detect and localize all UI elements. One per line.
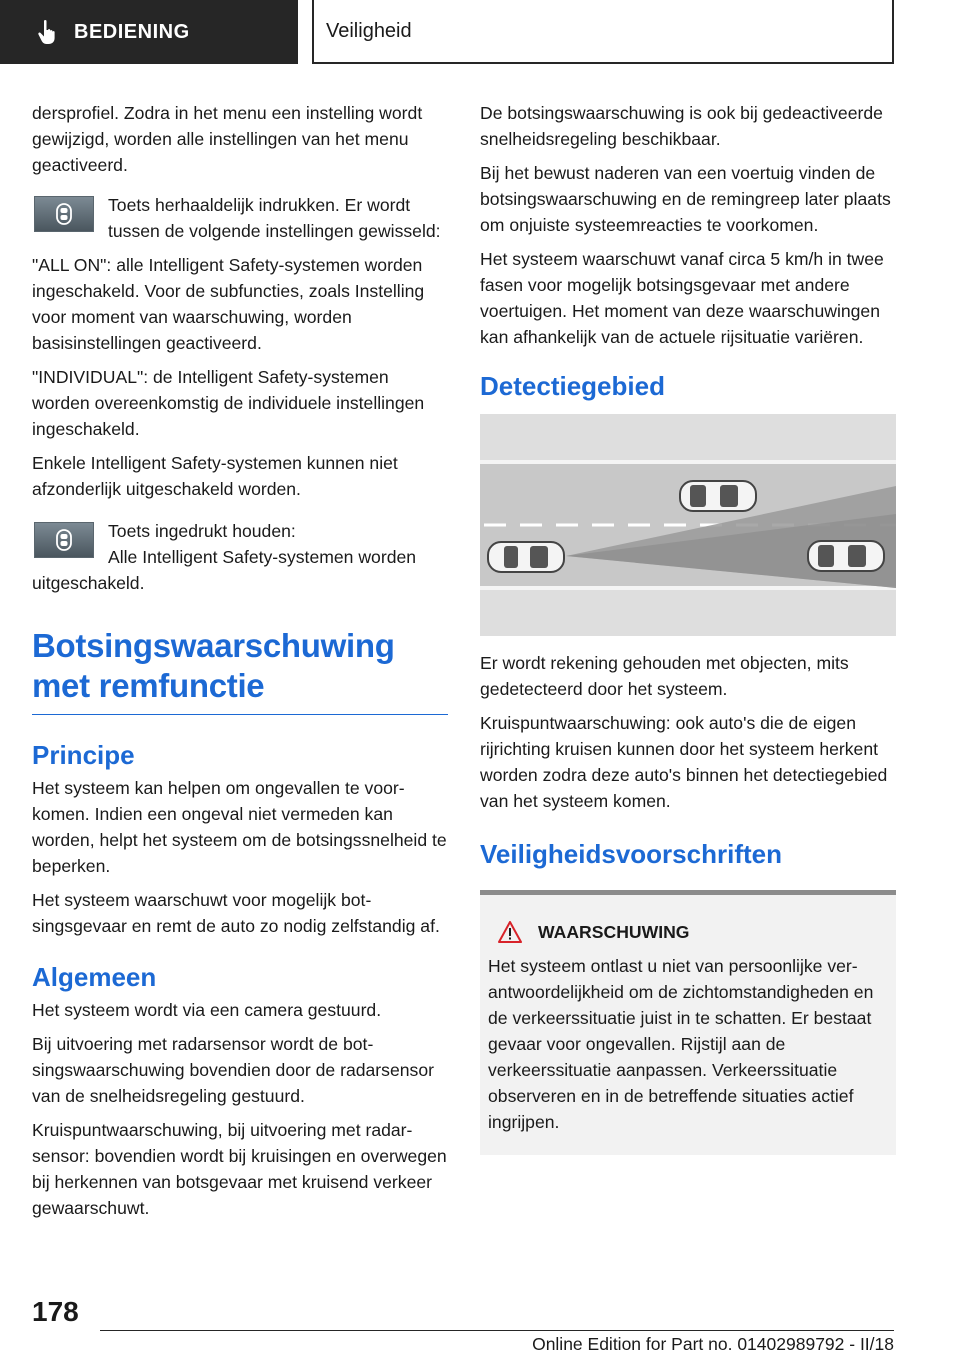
paragraph: Kruispuntwaarschuwing: ook auto's die de eigen rijrichting kruisen kunnen door het systeem herkent worden zodra deze auto's binnen het detectiegebied van het systeem komen.	[480, 713, 888, 811]
section-heading: Botsingswaarschuwing met remfunctie	[32, 626, 448, 715]
paragraph-text: Alle Intelligent Safety-systemen worden uitgeschakeld.	[32, 547, 417, 593]
paragraph: Bij het bewust naderen van een voertuig vinden de botsingswaarschuwing en de remingreep later plaats om onjuiste systeemreacties te voorkomen.	[480, 163, 891, 235]
paragraph-text: Toets herhaaldelijk indrukken. Er wordt tussen de volgende instellingen gewisseld:	[108, 195, 441, 241]
section-tab	[0, 0, 298, 64]
detection-area-illustration	[480, 414, 896, 636]
chapter-title: Veiligheid	[326, 19, 412, 42]
intelligent-safety-button-icon	[34, 522, 94, 558]
paragraph: Bij uitvoering met radarsensor wordt de botsingswaarschuwing bovendien door de radarsensor van de snelheidsregeling gestuurd.	[32, 1034, 434, 1106]
paragraph-with-icon	[32, 518, 448, 596]
car-icon	[488, 542, 564, 572]
edition-info: Online Edition for Part no. 01402989792 - II/18	[532, 1334, 894, 1354]
paragraph-text: Toets ingedrukt houden:	[108, 521, 296, 541]
subsection-heading: Principe	[32, 740, 135, 770]
paragraph: "INDIVIDUAL": de Intelligent Safety-systemen worden overeenkomstig de individuele instellingen ingeschakeld.	[32, 367, 425, 439]
section-title: BEDIENING	[74, 20, 190, 43]
page-header	[0, 0, 960, 66]
warning-title-row	[498, 919, 888, 945]
footer-divider	[100, 1330, 894, 1331]
subsection-heading: Detectiegebied	[480, 371, 665, 401]
paragraph: Het systeem waarschuwt vanaf circa 5 km/h in twee fasen voor mogelijk botsingsgevaar met andere voertuigen. Het moment van deze waarschuwingen kan afhankelijk van de actuele rijsituatie variëren.	[480, 249, 884, 347]
page-number: 178	[32, 1296, 79, 1327]
subsection-heading: Algemeen	[32, 962, 157, 992]
chapter-header	[312, 0, 894, 64]
warning-triangle-icon	[498, 921, 522, 943]
paragraph: Er wordt rekening gehouden met objecten, mits gedetecteerd door het systeem.	[480, 653, 849, 699]
paragraph: Het systeem waarschuwt voor mogelijk botsingsgevaar en remt de auto zo nodig zelfstandig af.	[32, 890, 440, 936]
left-column	[32, 100, 448, 1229]
warning-title: WAARSCHUWING	[538, 922, 690, 942]
warning-text: Het systeem ontlast u niet van persoonlijke verantwoordelijkheid om de zichtomstandigheden en de verkeerssituatie juist in te schatten. Er bestaat gevaar voor ongevallen. Rijstijl aan de verkeerssituatie aanpassen. Verkeerssituatie observeren en in de betreffende situaties actief ingrijpen.	[488, 956, 874, 1132]
hand-pointer-icon	[36, 19, 60, 45]
right-column	[480, 100, 896, 1155]
paragraph: Kruispuntwaarschuwing, bij uitvoering met radarsensor: bovendien wordt bij kruisingen en overwegen bij herkennen van botsgevaar met kruisend verkeer gewaarschuwt.	[32, 1120, 447, 1218]
subsection-heading: Veiligheidsvoorschriften	[480, 839, 782, 869]
warning-box	[480, 890, 896, 1155]
paragraph: Het systeem kan helpen om ongevallen te voorkomen. Indien een ongeval niet vermeden kan worden, helpt het systeem om de botsingssnelheid te beperken.	[32, 778, 447, 876]
car-icon	[808, 541, 884, 571]
paragraph: dersprofiel. Zodra in het menu een instelling wordt gewijzigd, worden alle instellingen van het menu geactiveerd.	[32, 103, 423, 175]
intelligent-safety-button-icon	[34, 196, 94, 232]
car-icon	[680, 481, 756, 511]
paragraph: Het systeem wordt via een camera gestuurd.	[32, 1000, 382, 1020]
paragraph: Enkele Intelligent Safety-systemen kunnen niet afzonderlijk uitgeschakeld worden.	[32, 453, 398, 499]
detection-area-diagram	[480, 414, 896, 636]
paragraph: De botsingswaarschuwing is ook bij gedeactiveerde snelheidsregeling beschikbaar.	[480, 103, 883, 149]
paragraph: "ALL ON": alle Intelligent Safety-systemen worden ingeschakeld. Voor de subfuncties, zoals Instelling voor moment van waarschuwing, worden basisinstellingen geactiveerd.	[32, 255, 425, 353]
paragraph-with-icon	[32, 192, 448, 244]
